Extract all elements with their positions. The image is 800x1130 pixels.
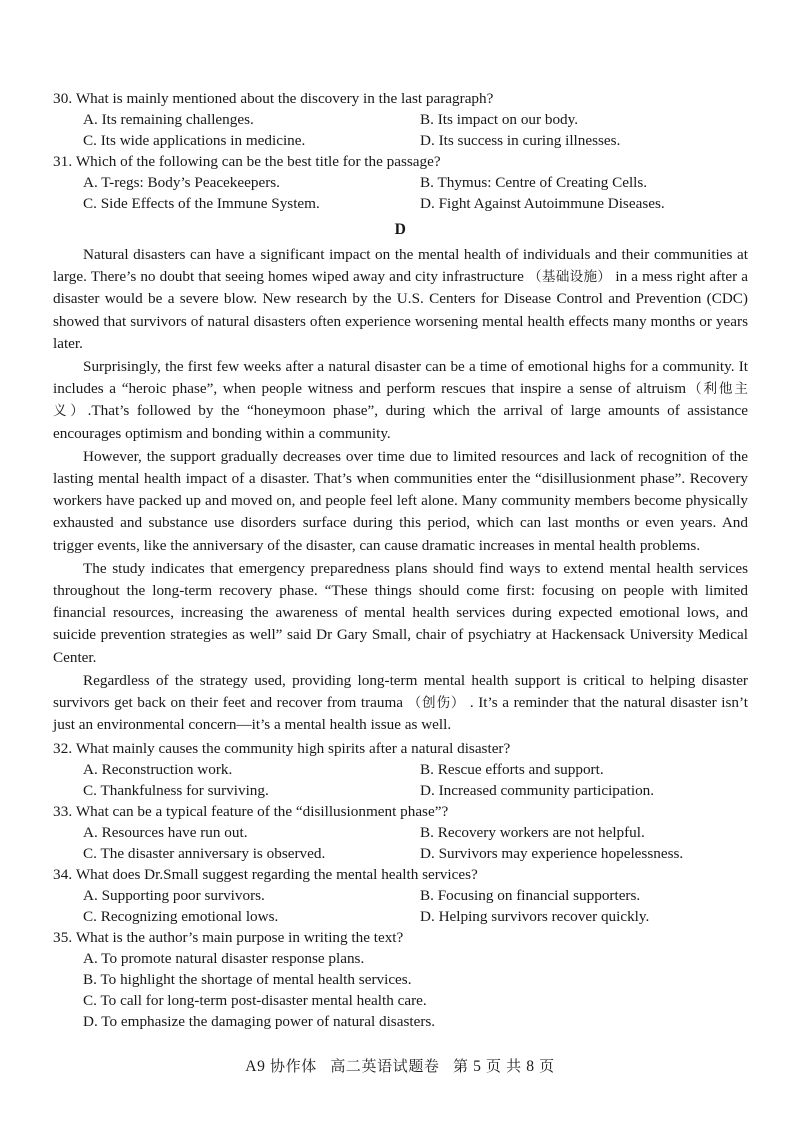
option-text: Thymus: Centre of Creating Cells.	[437, 174, 648, 191]
footer-exam-code: A9	[245, 1058, 266, 1075]
question-35-number: 35.	[53, 929, 73, 947]
question-33-option-c[interactable]	[83, 843, 420, 864]
question-33	[53, 801, 748, 864]
option-label: B.	[420, 761, 434, 779]
option-label: C.	[83, 132, 97, 149]
option-text: Side Effects of the Immune System.	[100, 195, 320, 212]
passage-text: Regardless of the strategy used, providing long-term mental health support is critical to helping disaster survivors get back on their feet and recover from trauma	[53, 671, 748, 712]
option-label: A.	[83, 111, 98, 128]
passage-paragraph-3	[53, 446, 748, 557]
question-31-option-d[interactable]	[420, 193, 748, 214]
option-label: B.	[420, 174, 434, 191]
option-text: Survivors may experience hopelessness.	[438, 845, 684, 863]
question-35-option-b[interactable]	[53, 969, 748, 990]
footer-page-current: 5	[473, 1058, 482, 1075]
option-label: D.	[83, 1013, 98, 1031]
question-35-stem	[53, 927, 748, 948]
question-30-number: 30.	[53, 90, 73, 107]
option-text: Resources have run out.	[101, 824, 248, 842]
option-text: Its success in curing illnesses.	[438, 132, 621, 149]
option-text: To call for long-term post-disaster mental health care.	[100, 992, 427, 1010]
option-text: Thankfulness for surviving.	[100, 782, 269, 800]
option-label: B.	[420, 111, 434, 128]
question-30-text: What is mainly mentioned about the discovery in the last paragraph?	[75, 90, 494, 107]
option-text: To highlight the shortage of mental health services.	[100, 971, 412, 989]
question-35-option-a[interactable]	[53, 948, 748, 969]
question-32-option-a[interactable]	[83, 759, 420, 780]
question-35-option-d[interactable]	[53, 1011, 748, 1032]
question-30-options-row-1	[53, 109, 748, 130]
question-32	[53, 738, 748, 801]
question-32-stem	[53, 738, 748, 759]
question-30-stem	[53, 88, 748, 109]
option-label: A.	[83, 887, 98, 905]
footer-total-unit: 页	[539, 1057, 555, 1075]
question-34-text: What does Dr.Small suggest regarding the mental health services?	[75, 866, 478, 884]
question-33-text: What can be a typical feature of the “disillusionment phase”?	[75, 803, 449, 821]
option-text: Recognizing emotional lows.	[100, 908, 279, 926]
option-label: C.	[83, 845, 97, 863]
question-35	[53, 927, 748, 1032]
question-32-option-d[interactable]	[420, 780, 748, 801]
option-text: Its wide applications in medicine.	[100, 132, 306, 149]
option-text: Increased community participation.	[438, 782, 655, 800]
option-label: B.	[83, 971, 97, 989]
question-32-option-c[interactable]	[83, 780, 420, 801]
option-label: D.	[420, 908, 435, 926]
question-34-option-d[interactable]	[420, 906, 748, 927]
option-text: T-regs: Body’s Peacekeepers.	[101, 174, 280, 191]
question-34-stem	[53, 864, 748, 885]
passage-body	[53, 244, 748, 736]
question-31-options-row-1	[53, 172, 748, 193]
option-text: Reconstruction work.	[101, 761, 233, 779]
footer-org: 协作体	[270, 1057, 317, 1075]
option-label: D.	[420, 782, 435, 800]
question-33-option-a[interactable]	[83, 822, 420, 843]
footer-page-total: 8	[526, 1058, 535, 1075]
option-text: Rescue efforts and support.	[437, 761, 604, 779]
question-34-option-c[interactable]	[83, 906, 420, 927]
question-31-options-row-2	[53, 193, 748, 214]
question-31-text: Which of the following can be the best title for the passage?	[75, 153, 441, 170]
question-34	[53, 864, 748, 927]
chinese-gloss: （利他主义）	[53, 381, 749, 420]
passage-paragraph-2	[53, 356, 748, 445]
option-label: C.	[83, 782, 97, 800]
option-label: D.	[420, 195, 435, 212]
option-text: Supporting poor survivors.	[101, 887, 265, 905]
option-text: To promote natural disaster response plans.	[101, 950, 365, 968]
question-33-option-d[interactable]	[420, 843, 748, 864]
question-35-text: What is the author’s main purpose in writing the text?	[75, 929, 404, 947]
question-33-stem	[53, 801, 748, 822]
question-31-option-b[interactable]	[420, 172, 748, 193]
question-31-stem	[53, 151, 748, 172]
option-label: B.	[420, 824, 434, 842]
question-32-text: What mainly causes the community high spirits after a natural disaster?	[75, 740, 511, 758]
question-34-option-a[interactable]	[83, 885, 420, 906]
option-label: C.	[83, 908, 97, 926]
question-32-option-b[interactable]	[420, 759, 748, 780]
passage-heading-d: D	[394, 221, 407, 238]
passage-text: .That’s followed by the “honeymoon phase”, during which the arrival of large amounts of assistance encourages optimism and bonding within a community.	[53, 402, 748, 442]
chinese-gloss: （创伤）	[407, 695, 466, 712]
passage-paragraph-4	[53, 558, 748, 669]
option-text: Fight Against Autoimmune Diseases.	[438, 195, 665, 212]
question-32-number: 32.	[53, 740, 73, 758]
questions-top-section	[53, 88, 748, 214]
option-text: Its remaining challenges.	[101, 111, 254, 128]
passage-paragraph-1	[53, 244, 748, 355]
option-label: C.	[83, 195, 97, 212]
option-text: To emphasize the damaging power of natural disasters.	[101, 1013, 436, 1031]
option-label: A.	[83, 950, 98, 968]
passage-text: Natural disasters can have a significant impact on the mental health of individuals and their communities at large. There’s no doubt that seeing homes wiped away and city infrastructure	[53, 246, 748, 286]
option-text: Focusing on financial supporters.	[437, 887, 641, 905]
question-31-option-c[interactable]	[83, 193, 420, 214]
question-30-option-a[interactable]	[83, 109, 420, 130]
chinese-gloss: （基础设施）	[527, 269, 612, 286]
footer-page-prefix: 第	[453, 1057, 469, 1075]
option-label: A.	[83, 761, 98, 779]
passage-text: . It’s a reminder that the natural disaster isn’t just an environmental concern—it’s a mental health issue as well.	[53, 694, 748, 734]
passage-text: Surprisingly, the first few weeks after a natural disaster can be a time of emotional highs for a community. It includes a “heroic phase”, when people witness and perform rescues that inspire a sense of altruism	[53, 358, 748, 398]
page-footer	[0, 1055, 800, 1076]
question-35-option-c[interactable]	[53, 990, 748, 1011]
question-34-option-b[interactable]	[420, 885, 748, 906]
question-30-option-b[interactable]	[420, 109, 748, 130]
option-label: D.	[420, 845, 435, 863]
question-31-option-a[interactable]	[83, 172, 420, 193]
page-content	[53, 88, 748, 1032]
passage-text: in a mess right after a disaster would be a severe blow. New research by the U.S. Centers for Disease Control and Prevention (CDC) showed that survivors of natural disasters often experience worsening mental health effects many months or years later.	[53, 268, 749, 352]
option-label: D.	[420, 132, 435, 149]
passage-text: However, the support gradually decreases over time due to limited resources and lack of recognition of the lasting mental health impact of a disaster. That’s when communities enter the “disillusionment phase”. Recovery workers have packed up and moved on, and people feel left alone. Many community members become physically exhausted and substance use disorders surface during this period, which can last months or even years. And trigger events, like the anniversary of the disaster, can cause dramatic increases in mental health problems.	[53, 447, 748, 554]
option-text: Helping survivors recover quickly.	[438, 908, 650, 926]
question-33-option-b[interactable]	[420, 822, 748, 843]
footer-paper-title: 高二英语试题卷	[330, 1057, 440, 1075]
option-label: A.	[83, 824, 98, 842]
question-34-options-row-1	[53, 885, 748, 906]
question-30-options-row-2	[53, 130, 748, 151]
questions-bottom-section	[53, 738, 748, 1032]
question-30	[53, 88, 748, 151]
question-31	[53, 151, 748, 214]
passage-text: The study indicates that emergency preparedness plans should find ways to extend mental health services throughout the long-term recovery phase. “These things should come first: focusing on people with limited financial resources, increasing the awareness of mental health services during expected emotional lows, and suicide prevention strategies as well” said Dr Gary Small, chair of psychiatry at Hackensack University Medical Center.	[53, 559, 748, 666]
question-33-number: 33.	[53, 803, 73, 821]
option-label: C.	[83, 992, 97, 1010]
question-34-number: 34.	[53, 866, 73, 884]
option-text: Its impact on our body.	[437, 111, 579, 128]
question-30-option-c[interactable]	[83, 130, 420, 151]
question-32-options-row-2	[53, 780, 748, 801]
footer-page-unit: 页	[486, 1057, 502, 1075]
question-34-options-row-2	[53, 906, 748, 927]
footer-total-prefix: 共	[506, 1057, 522, 1075]
question-31-number: 31.	[53, 153, 73, 170]
option-label: B.	[420, 887, 434, 905]
option-text: Recovery workers are not helpful.	[437, 824, 645, 842]
question-30-option-d[interactable]	[420, 130, 748, 151]
question-33-options-row-2	[53, 843, 748, 864]
option-text: The disaster anniversary is observed.	[100, 845, 326, 863]
passage-paragraph-5	[53, 670, 748, 737]
question-32-options-row-1	[53, 759, 748, 780]
option-label: A.	[83, 174, 98, 191]
question-33-options-row-1	[53, 822, 748, 843]
